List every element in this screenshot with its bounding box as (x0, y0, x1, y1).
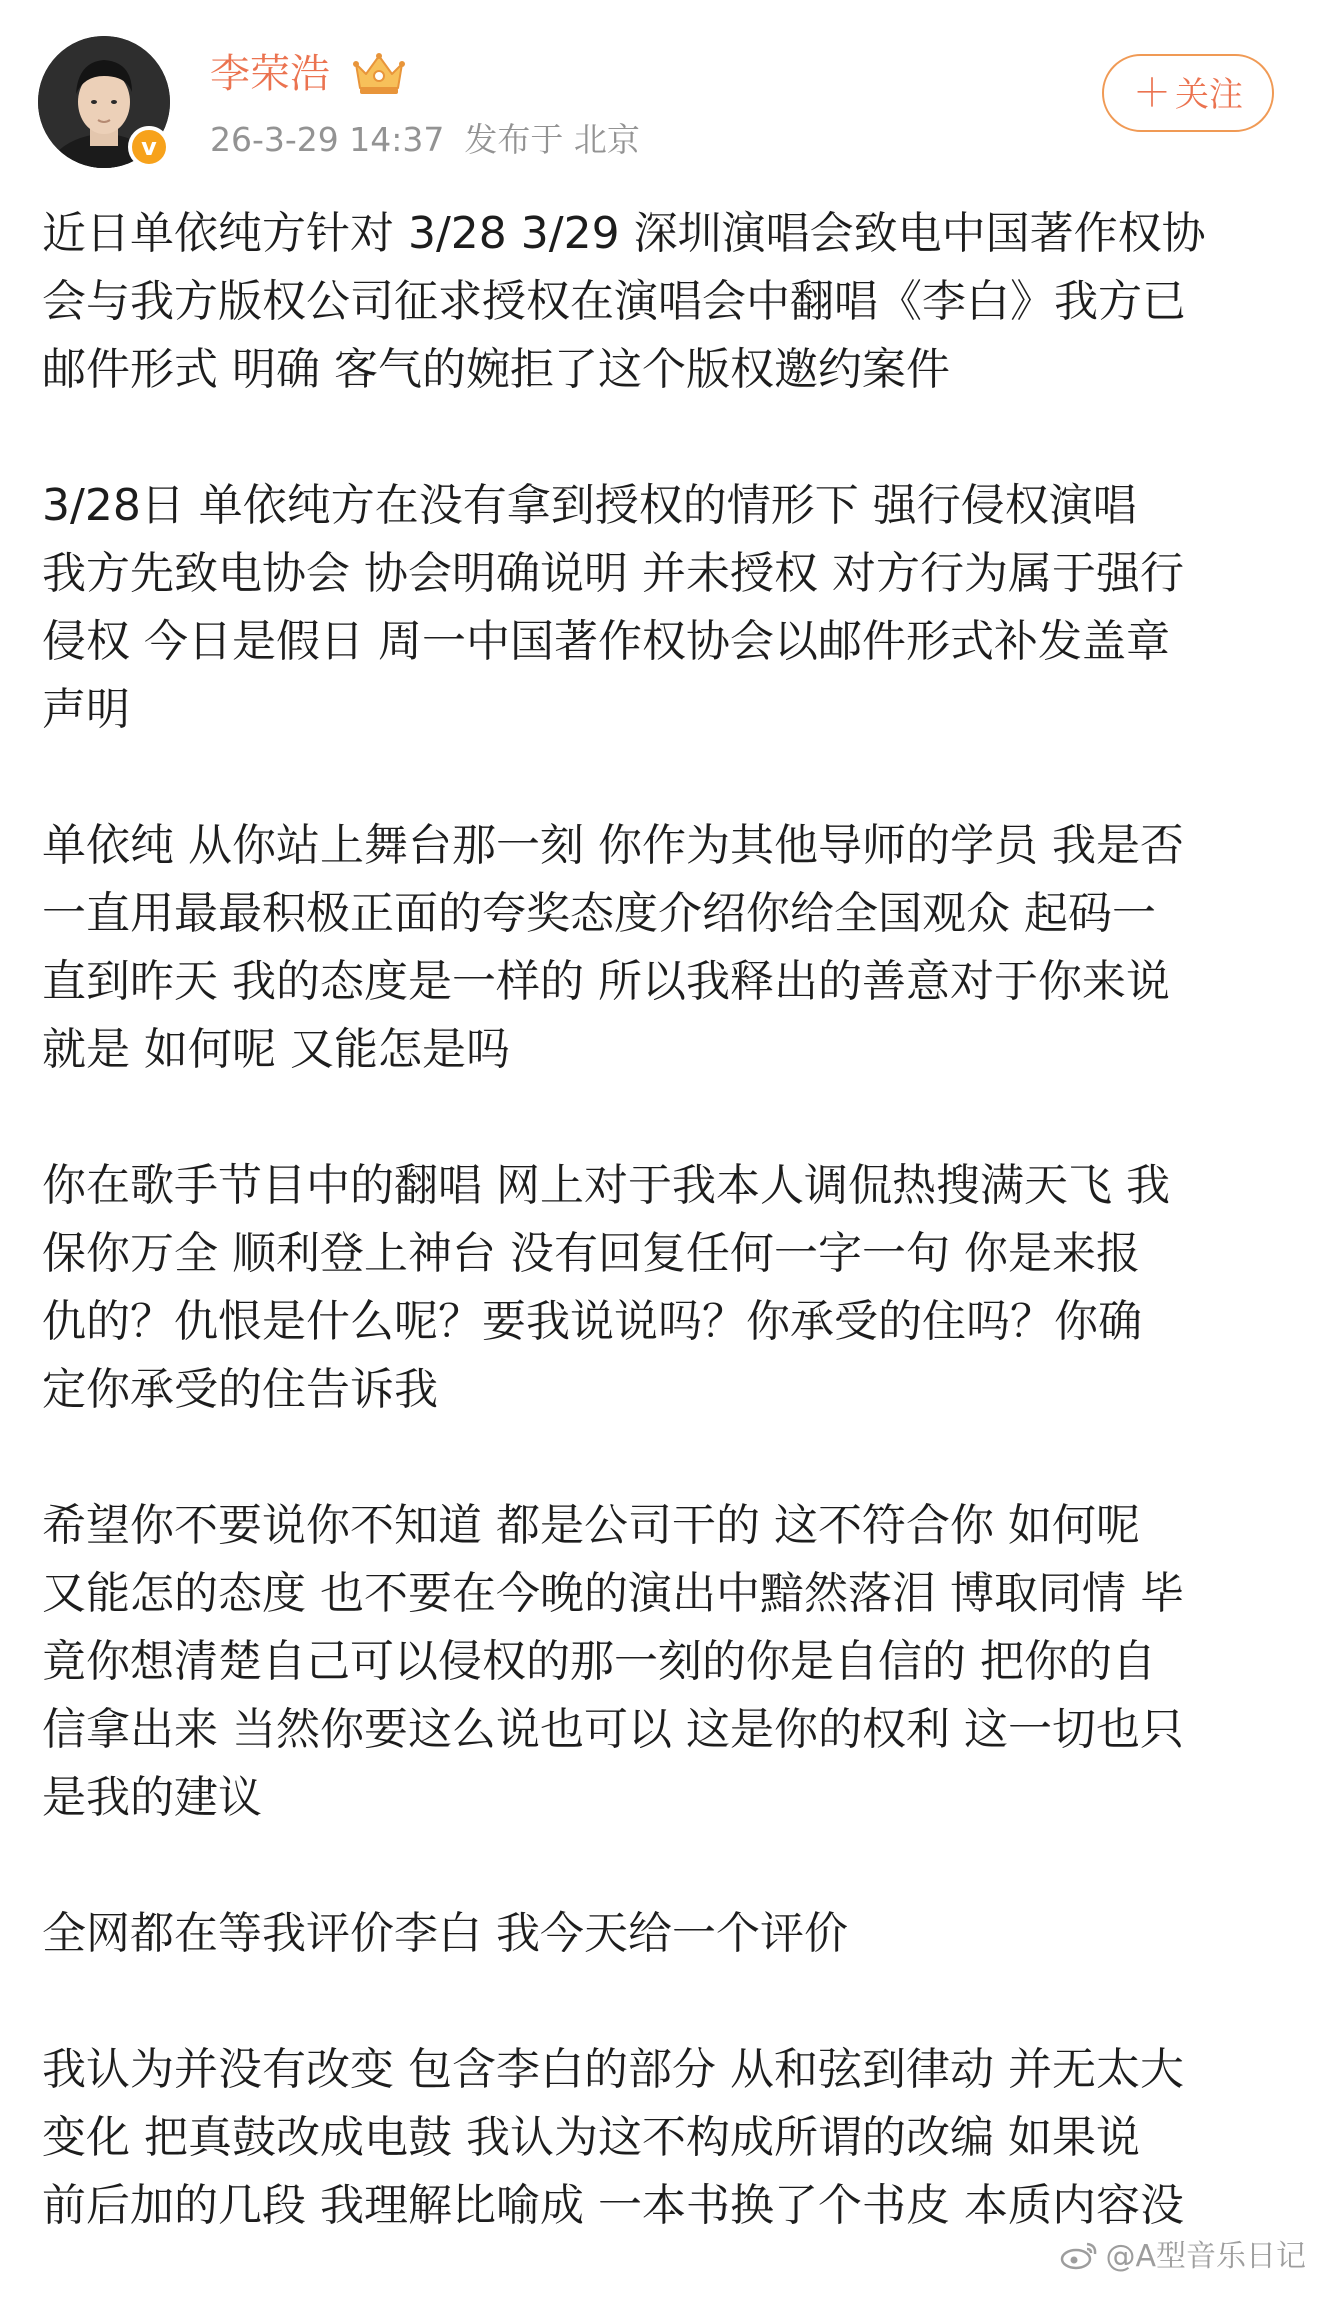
post-paragraph: 你在歌手节目中的翻唱 网上对于我本人调侃热搜满天飞 我 保你万全 顺利登上神台 没有回复任何一字一句 你是来报 仇的？仇恨是什么呢？要我说说吗？你承受的住吗？你确 定你承受的住告诉我 (42, 1160, 1170, 1415)
post-location: 发布于 北京 (464, 120, 640, 159)
watermark (1059, 2231, 1306, 2275)
author-name[interactable]: 李荣浩 (210, 51, 330, 97)
post-paragraph: 单依纯 从你站上舞台那一刻 你作为其他导师的学员 我是否 一直用最最积极正面的夸奖态度介绍你给全国观众 起码一 直到昨天 我的态度是一样的 所以我释出的善意对于你来说 就是 如何呢 又能怎是吗 (42, 820, 1184, 1075)
post-timestamp: 26-3-29 14:37 (210, 120, 445, 159)
post-paragraph: 全网都在等我评价李白 我今天给一个评价 (42, 1908, 848, 1959)
verified-badge-icon: v (128, 126, 170, 168)
watermark-text: @A型音乐日记 (1105, 2239, 1306, 2274)
post-body (42, 200, 1292, 2308)
post-paragraph: 近日单依纯方针对 3/28 3/29 深圳演唱会致电中国著作权协 会与我方版权公司征求授权在演唱会中翻唱《李白》我方已 邮件形式 明确 客气的婉拒了这个版权邀约案件 (42, 208, 1206, 395)
post-paragraph: 希望你不要说你不知道 都是公司干的 这不符合你 如何呢 又能怎的态度 也不要在今晚的演出中黯然落泪 博取同情 毕 竟你想清楚自己可以侵权的那一刻的你是自信的 把你的自 信拿出来 当然你要这么说也可以 这是你的权利 这一切也只 是我的建议 (42, 1500, 1184, 1823)
plus-icon: ＋ (1132, 71, 1171, 115)
follow-button[interactable] (1102, 54, 1274, 132)
weibo-logo-icon (1059, 2240, 1099, 2270)
post-meta (210, 118, 640, 162)
post-header (0, 0, 1320, 190)
post-paragraph: 3/28日 单依纯方在没有拿到授权的情形下 强行侵权演唱 我方先致电协会 协会明确说明 并未授权 对方行为属于强行 侵权 今日是假日 周一中国著作权协会以邮件形式补发盖章 声明 (42, 480, 1184, 735)
follow-label: 关注 (1175, 75, 1243, 115)
post-paragraph: 我认为并没有改变 包含李白的部分 从和弦到律动 并无太大 变化 把真鼓改成电鼓 我认为这不构成所谓的改编 如果说 前后加的几段 我理解比喻成 一本书换了个书皮 本质内容没 (42, 2044, 1184, 2231)
crown-icon (352, 50, 406, 96)
